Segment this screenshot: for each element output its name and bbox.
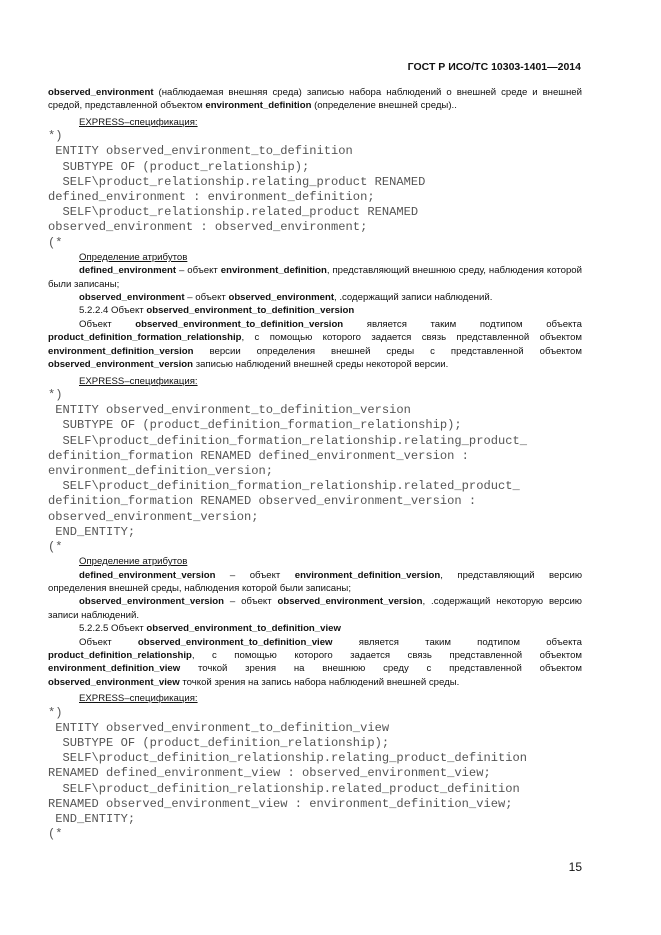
section-entity-name: observed_environment_to_definition_version — [146, 305, 355, 317]
intro-term: environment_definition — [205, 100, 312, 112]
para-text: Объект — [79, 318, 136, 330]
code-line: definition_formation RENAMED observed_environment_version : — [48, 494, 477, 509]
para-term: observed_environment_to_definition_view — [137, 636, 333, 648]
express-code-block — [48, 706, 582, 843]
para-text: , с помощью которого задается связь представленной объектом — [241, 332, 582, 344]
code-line: SELF\product_relationship.related_product RENAMED — [48, 205, 419, 220]
para-text: версии определения внешней среды с представленной объектом — [193, 345, 582, 357]
attribute-text: , представляющий внешнюю среду, наблюдения которой были записаны; — [48, 265, 582, 290]
page-content — [48, 86, 582, 842]
attribute-name: observed_environment — [79, 292, 185, 304]
attribute-name: observed_environment_version — [79, 596, 225, 608]
attribute-object: environment_definition_version — [294, 569, 441, 581]
code-line: END_ENTITY; — [48, 524, 136, 539]
code-line: SUBTYPE OF (product_relationship); — [48, 159, 310, 174]
section-heading — [48, 304, 582, 317]
attribute-text: – объект — [215, 569, 295, 581]
para-term: product_definition_relationship — [48, 649, 192, 661]
code-line: SUBTYPE OF (product_definition_formation_relationship); — [48, 418, 462, 433]
code-line: ENTITY observed_environment_to_definition_version — [48, 403, 411, 418]
express-code-block — [48, 388, 582, 555]
para-text: точкой зрения на запись набора наблюдений внешней среды. — [179, 676, 460, 688]
intro-term: observed_environment — [48, 87, 154, 98]
para-term: observed_environment_version — [48, 359, 194, 371]
para-text: записью наблюдений внешней среды некоторой версии. — [193, 359, 449, 371]
attribute-definitions-heading: Определение атрибутов — [79, 251, 188, 263]
code-line: *) — [48, 387, 63, 402]
page-number: 15 — [568, 860, 582, 874]
code-line: SELF\product_definition_relationship.relating_product_definition — [48, 751, 527, 766]
code-line: (* — [48, 827, 63, 842]
attribute-text: , .содержащий записи наблюдений. — [334, 292, 493, 304]
code-line: END_ENTITY; — [48, 812, 136, 827]
para-text: точкой зрения на внешнюю среду с представленной объектом — [180, 663, 582, 675]
code-line: *) — [48, 705, 63, 720]
attribute-text: – объект — [176, 265, 221, 277]
intro-text: (определение внешней среды).. — [311, 100, 457, 112]
code-line: SELF\product_definition_relationship.related_product_definition — [48, 781, 520, 796]
code-line: defined_environment : environment_definition; — [48, 190, 375, 205]
para-term: environment_definition_version — [48, 345, 194, 357]
code-line: SUBTYPE OF (product_definition_relationship); — [48, 736, 390, 751]
code-line: ENTITY observed_environment_to_definition_view — [48, 720, 390, 735]
para-text: Объект — [79, 636, 138, 648]
section-number: 5.2.2.5 Объект — [79, 623, 147, 635]
attribute-text: – объект — [224, 596, 278, 608]
code-line: SELF\product_relationship.relating_product RENAMED — [48, 174, 426, 189]
code-line: observed_environment : observed_environment; — [48, 220, 368, 235]
para-term: environment_definition_view — [48, 663, 181, 675]
code-line: environment_definition_version; — [48, 463, 273, 478]
section-paragraph — [48, 318, 582, 372]
para-term: product_definition_formation_relationship — [48, 332, 242, 344]
code-line: (* — [48, 235, 63, 250]
attribute-name: defined_environment — [79, 265, 177, 277]
section-number: 5.2.2.4 Объект — [79, 305, 147, 317]
attribute-text: – объект — [184, 292, 229, 304]
attribute-definitions-heading: Определение атрибутов — [79, 556, 188, 568]
section-heading — [48, 622, 582, 635]
section-entity-name: observed_environment_to_definition_view — [146, 623, 341, 635]
attribute-object: observed_environment_version — [277, 596, 423, 608]
express-spec-label: EXPRESS–спецификация: — [79, 116, 198, 128]
para-term: observed_environment_view — [48, 676, 180, 688]
express-spec-label: EXPRESS–спецификация: — [79, 693, 198, 705]
attribute-object: observed_environment — [228, 292, 335, 304]
para-text: , с помощью которого задается связь представленной объектом — [191, 649, 582, 661]
express-code-block — [48, 129, 582, 251]
code-line: (* — [48, 539, 63, 554]
code-line: RENAMED observed_environment_view : environment_definition_view; — [48, 796, 513, 811]
document-header-title: ГОСТ Р ИСО/ТС 10303-1401—2014 — [407, 61, 581, 73]
attribute-definition — [48, 595, 582, 622]
para-term: observed_environment_to_definition_version — [135, 318, 344, 330]
code-line: *) — [48, 129, 63, 144]
express-spec-label: EXPRESS–спецификация: — [79, 375, 198, 387]
code-line: ENTITY observed_environment_to_definition — [48, 144, 353, 159]
code-line: observed_environment_version; — [48, 509, 259, 524]
code-line: SELF\product_definition_formation_relationship.relating_product_ — [48, 433, 527, 448]
code-line: SELF\product_definition_formation_relationship.related_product_ — [48, 479, 520, 494]
attribute-definition — [48, 291, 582, 304]
intro-text: (наблюдаемая внешняя среда) записью набора наблюдений о внешней среде и внешней средой, представленной объектом — [48, 87, 582, 112]
code-line: definition_formation RENAMED defined_environment_version : — [48, 448, 469, 463]
attribute-definition — [48, 569, 582, 596]
attribute-definition — [48, 264, 582, 291]
attribute-text: , .содержащий некоторую версию записи наблюдений. — [48, 596, 582, 621]
code-line: RENAMED defined_environment_view : observed_environment_view; — [48, 766, 491, 781]
intro-paragraph — [48, 86, 582, 113]
section-paragraph — [48, 636, 582, 690]
para-text: является таким подтипом объекта — [343, 318, 582, 330]
para-text: является таким подтипом объекта — [332, 636, 582, 648]
attribute-text: , представляющий версию определения внешней среды, наблюдения которой были записаны; — [48, 569, 583, 594]
attribute-name: defined_environment_version — [79, 569, 216, 581]
attribute-object: environment_definition — [220, 265, 327, 277]
